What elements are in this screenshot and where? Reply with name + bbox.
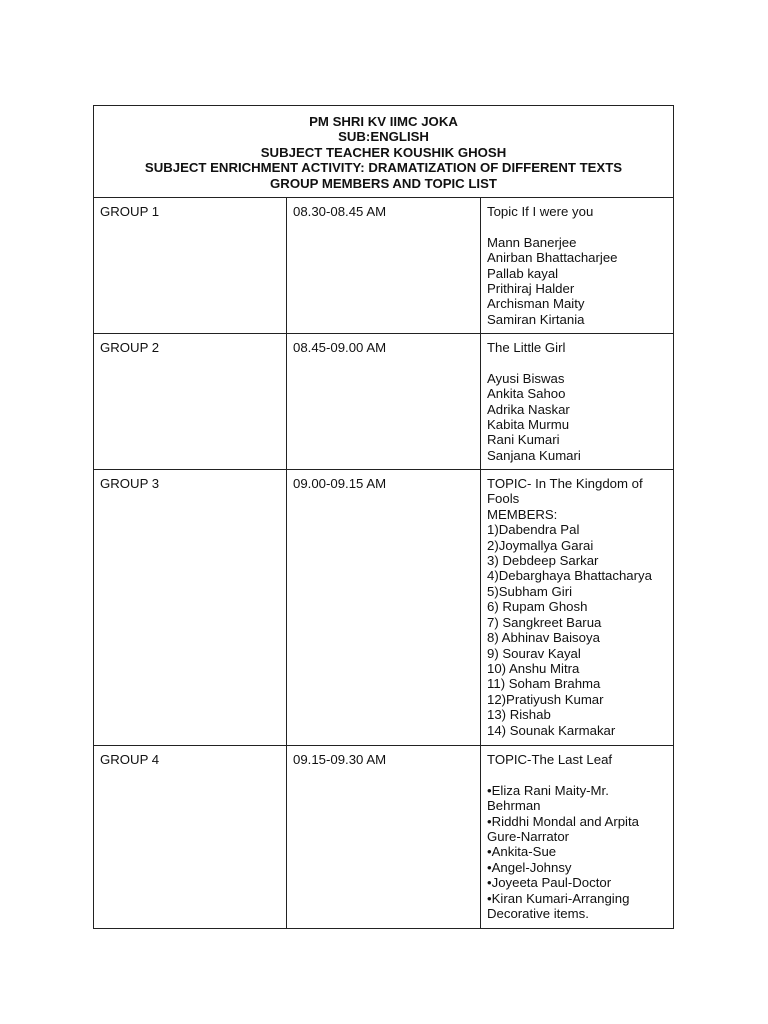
member-name: Ayusi Biswas [487, 370, 565, 386]
member-name: Kabita Murmu [487, 417, 570, 433]
member-name: 10) Anshu Mitra [487, 660, 580, 676]
role-entry: •Eliza Rani Maity-Mr. [487, 782, 609, 798]
time-slot-cell: 09.15-09.30 AM [287, 746, 481, 929]
document-header [94, 106, 674, 198]
member-name: 3) Debdeep Sarkar [487, 553, 599, 569]
time-slot-cell: 09.00-09.15 AM [287, 470, 481, 746]
member-name: Archisman Maity [487, 296, 585, 312]
role-entry: •Ankita-Sue [487, 844, 557, 860]
role-entry: •Riddhi Mondal and Arpita [487, 813, 639, 829]
members-label: MEMBERS: [487, 506, 558, 522]
member-name: Prithiraj Halder [487, 281, 575, 297]
member-name: Anirban Bhattacharjee [487, 250, 618, 266]
member-name: Samiran Kirtania [487, 311, 585, 327]
role-entry: Behrman [487, 798, 541, 814]
school-name: PM SHRI KV IIMC JOKA [309, 114, 458, 129]
member-name: 5)Subham Giri [487, 583, 573, 599]
member-name: Pallab kayal [487, 265, 559, 281]
member-name: 4)Debarghaya Bhattacharya [487, 568, 652, 584]
member-name: Rani Kumari [487, 432, 560, 448]
group-topic-table [93, 105, 674, 929]
time-slot-cell: 08.30-08.45 AM [287, 198, 481, 334]
role-entry: Decorative items. [487, 906, 589, 922]
topic-title: Topic If I were you [487, 204, 594, 220]
member-name: 9) Sourav Kayal [487, 645, 581, 661]
member-name: 11) Soham Brahma [487, 676, 601, 692]
group-name-cell: GROUP 4 [94, 746, 287, 929]
table-row [94, 746, 674, 929]
role-entry: •Angel-Johnsy [487, 859, 572, 875]
time-slot-cell: 08.45-09.00 AM [287, 334, 481, 470]
topic-title: TOPIC- In The Kingdom of [487, 476, 643, 492]
member-name: 1)Dabendra Pal [487, 522, 580, 538]
topic-title: The Little Girl [487, 340, 566, 356]
subject-line: SUB:ENGLISH [338, 129, 429, 145]
member-name: Mann Banerjee [487, 234, 577, 250]
member-name: 12)Pratiyush Kumar [487, 691, 604, 707]
member-name: 7) Sangkreet Barua [487, 614, 602, 630]
group-name-cell: GROUP 3 [94, 470, 287, 746]
teacher-line: SUBJECT TEACHER KOUSHIK GHOSH [260, 144, 507, 160]
member-name: Sanjana Kumari [487, 447, 581, 463]
role-entry: Gure-Narrator [487, 829, 570, 845]
table-row [94, 470, 674, 746]
topic-members-cell [481, 746, 674, 929]
member-name: 6) Rupam Ghosh [487, 599, 588, 615]
member-name: Adrika Naskar [487, 401, 570, 417]
activity-line: SUBJECT ENRICHMENT ACTIVITY: DRAMATIZATION OF DIFFERENT TEXTS [144, 160, 623, 176]
group-name-cell: GROUP 2 [94, 334, 287, 470]
topic-members-cell [481, 198, 674, 334]
group-name-cell: GROUP 1 [94, 198, 287, 334]
table-row [94, 334, 674, 470]
role-entry: •Kiran Kumari-Arranging [487, 890, 630, 906]
table-row [94, 198, 674, 334]
member-name: 8) Abhinav Baisoya [487, 630, 600, 646]
member-name: 13) Rishab [487, 707, 551, 723]
topic-members-cell [481, 334, 674, 470]
topic-members-cell [481, 470, 674, 746]
header-row [94, 106, 674, 198]
member-name: 2)Joymallya Garai [487, 537, 594, 553]
member-name: Ankita Sahoo [487, 386, 566, 402]
topic-title-continued: Fools [487, 491, 520, 507]
topic-title: TOPIC-The Last Leaf [487, 752, 613, 768]
role-entry: •Joyeeta Paul-Doctor [487, 875, 612, 891]
member-name: 14) Sounak Karmakar [487, 722, 616, 738]
list-title: GROUP MEMBERS AND TOPIC LIST [270, 175, 497, 191]
